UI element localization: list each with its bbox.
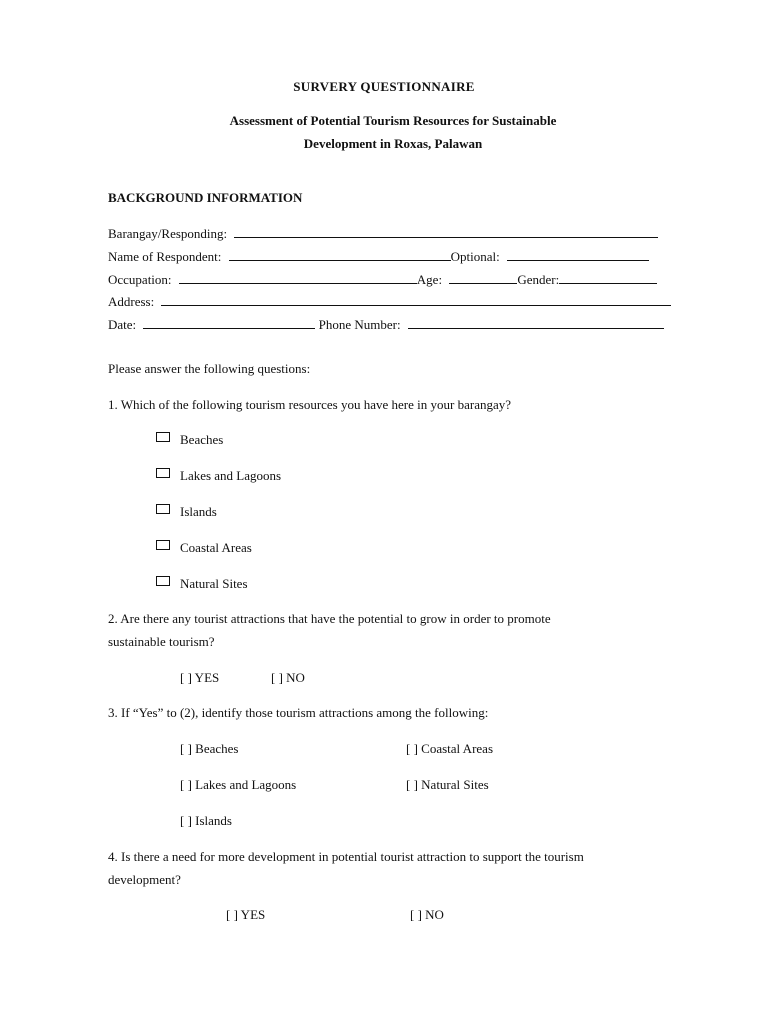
option-label: Coastal Areas — [180, 540, 252, 555]
gender-label: Gender: — [517, 272, 560, 287]
q1-option-natural-sites[interactable] — [156, 576, 248, 592]
question-2-text-line-1: 2. Are there any tourist attractions that have the potential to grow in order to promote — [108, 611, 551, 626]
q3-option-natural-sites[interactable]: [ ] Natural Sites — [406, 777, 489, 792]
respondent-name-blank[interactable] — [229, 248, 451, 261]
document-subtitle-line-1: Assessment of Potential Tourism Resources for Sustainable — [229, 113, 557, 128]
option-label: Natural Sites — [180, 576, 248, 591]
q3-option-islands[interactable]: [ ] Islands — [180, 813, 232, 828]
q1-option-islands[interactable] — [156, 504, 217, 520]
phone-label: Phone Number: — [318, 317, 401, 332]
q1-option-lakes-lagoons[interactable] — [156, 468, 281, 484]
q4-yes-option[interactable]: [ ] YES — [226, 907, 266, 922]
q1-option-coastal-areas[interactable] — [156, 540, 252, 556]
q1-option-beaches[interactable] — [156, 432, 223, 448]
question-4-text-line-2: development? — [108, 872, 181, 887]
date-blank[interactable] — [143, 316, 315, 329]
instructions-text: Please answer the following questions: — [108, 361, 311, 376]
question-1-text: 1. Which of the following tourism resources you have here in your barangay? — [108, 397, 511, 412]
option-label: Islands — [180, 504, 217, 519]
question-2-text-line-2: sustainable tourism? — [108, 634, 215, 649]
occupation-blank[interactable] — [179, 271, 417, 284]
barangay-field-row — [108, 225, 658, 242]
address-blank[interactable] — [161, 293, 671, 306]
checkbox[interactable] — [156, 540, 170, 550]
document-title: SURVERY QUESTIONNAIRE — [293, 79, 475, 94]
respondent-name-field-row — [108, 248, 649, 265]
question-4-text-line-1: 4. Is there a need for more development in potential tourist attraction to support the tourism — [108, 849, 584, 864]
barangay-blank[interactable] — [234, 225, 658, 238]
occupation-label: Occupation: — [108, 272, 172, 287]
q4-no-option[interactable]: [ ] NO — [410, 907, 444, 922]
q3-option-lakes-lagoons[interactable]: [ ] Lakes and Lagoons — [180, 777, 297, 792]
checkbox[interactable] — [156, 468, 170, 478]
document-subtitle-line-2: Development in Roxas, Palawan — [303, 136, 483, 151]
option-label: Lakes and Lagoons — [180, 468, 282, 483]
barangay-label: Barangay/Responding: — [108, 226, 228, 241]
option-label: Beaches — [180, 432, 224, 447]
checkbox[interactable] — [156, 504, 170, 514]
q3-option-beaches[interactable]: [ ] Beaches — [180, 741, 239, 756]
age-blank[interactable] — [449, 271, 517, 284]
optional-label: Optional: — [450, 249, 500, 264]
question-3-text: 3. If “Yes” to (2), identify those tourism attractions among the following: — [108, 705, 489, 720]
optional-blank[interactable] — [507, 248, 649, 261]
q3-option-coastal-areas[interactable]: [ ] Coastal Areas — [406, 741, 494, 756]
date-phone-field-row — [108, 316, 664, 333]
occupation-field-row — [108, 271, 657, 288]
address-field-row — [108, 293, 671, 310]
gender-blank[interactable] — [559, 271, 657, 284]
checkbox[interactable] — [156, 576, 170, 586]
phone-blank[interactable] — [408, 316, 664, 329]
respondent-name-label: Name of Respondent: — [108, 249, 222, 264]
address-label: Address: — [108, 294, 155, 309]
age-label: Age: — [416, 272, 443, 287]
checkbox[interactable] — [156, 432, 170, 442]
q2-yes-option[interactable]: [ ] YES — [180, 670, 220, 685]
background-information-heading: BACKGROUND INFORMATION — [108, 190, 303, 205]
q2-no-option[interactable]: [ ] NO — [271, 670, 305, 685]
date-label: Date: — [108, 317, 137, 332]
